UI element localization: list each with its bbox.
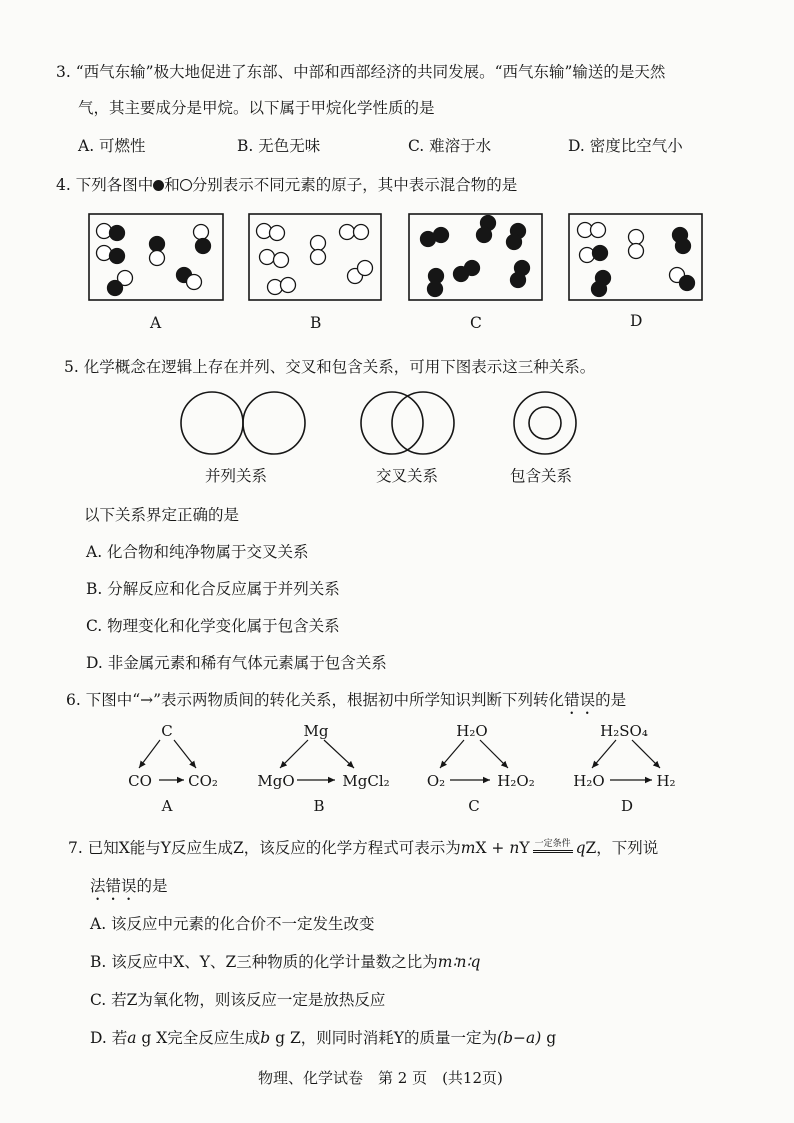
q7-option-d-expr: (b−a) [497, 1029, 542, 1047]
q5-label-parallel: 并列关系 [205, 467, 268, 485]
q7-option-b-text: B. 该反应中X、Y、Z三种物质的化学计量数之比为 [90, 953, 438, 971]
q6-a-label: A [161, 797, 173, 815]
q6-diagram-b [257, 722, 389, 815]
q6-diagram-a [128, 722, 218, 815]
q6-b-left: MgO [257, 772, 295, 790]
q7-stem-pre: 7. 已知X能与Y反应生成Z，该反应的化学方程式可表示为 [68, 839, 461, 857]
q6-a-top: C [161, 722, 173, 740]
q7-option-d-pre: D. 若 [90, 1029, 128, 1047]
q5-stem: 5. 化学概念在逻辑上存在并列、交叉和包含关系，可用下图表示这三种关系。 [64, 358, 596, 376]
q3-option-d: D. 密度比空气小 [568, 137, 683, 155]
q6-c-top: H₂O [456, 722, 488, 740]
q7-eq-y: Y [519, 839, 530, 857]
q3-stem-line2: 气，其主要成分是甲烷。以下属于甲烷化学性质的是 [78, 99, 435, 117]
q7-stem-emphasis: 法错误 [90, 877, 137, 895]
q4-stem-and: 和 [164, 176, 180, 194]
q4-box-c [409, 214, 542, 300]
q7-option-a: A. 该反应中元素的化合价不一定发生改变 [90, 915, 375, 933]
q6-a-right: CO₂ [188, 772, 218, 790]
q6-a-left: CO [128, 772, 152, 790]
q6-d-label: D [620, 797, 634, 815]
q4-stem-pre: 4. 下列各图中 [56, 176, 154, 194]
q6-stem [66, 688, 626, 718]
q6-c-label: C [468, 797, 480, 815]
q6-d-left: H₂O [573, 772, 605, 790]
q7-option-d-a: a [127, 1029, 137, 1047]
q5-label-intersect: 交叉关系 [376, 467, 439, 485]
q5-label-contain: 包含关系 [510, 467, 573, 485]
q7-option-c: C. 若Z为氧化物，则该反应一定是放热反应 [90, 991, 386, 1009]
q7-option-b-ratio: m∶n∶q [437, 953, 481, 971]
q4-label-c: C [470, 314, 482, 332]
q7-eq-n: n [509, 839, 520, 857]
q7-eq-q: q [575, 839, 586, 857]
q6-c-left: O₂ [426, 772, 446, 790]
q4-label-b: B [310, 314, 322, 332]
white-atom-icon [180, 179, 192, 191]
q3-option-b: B. 无色无味 [237, 137, 321, 155]
q6-b-label: B [313, 797, 325, 815]
q4-box-a [89, 214, 223, 300]
q3-option-c: C. 难溶于水 [408, 137, 492, 155]
q6-d-right: H₂ [656, 772, 676, 790]
contain-relation-diagram [514, 392, 576, 454]
q6-d-top: H₂SO₄ [600, 722, 648, 740]
q5-substem: 以下关系界定正确的是 [84, 506, 240, 524]
q6-b-right: MgCl₂ [342, 772, 390, 790]
q7-option-d-unit: g [541, 1029, 557, 1047]
intersect-relation-diagram [361, 392, 454, 454]
q7-eq-condition: 一定条件 [533, 839, 573, 853]
q7-eq-x: X + [475, 839, 510, 857]
q6-stem-emphasis: 错误 [564, 691, 596, 709]
q7-option-d-mid2: g Z，则同时消耗Y的质量一定为 [270, 1029, 498, 1047]
q7-stem-post: 的是 [136, 877, 168, 895]
q3-stem-line1: 3. “西气东输”极大地促进了东部、中部和西部经济的共同发展。“西气东输”输送的是天然 [56, 63, 666, 81]
q4-stem-post: 分别表示不同元素的原子，其中表示混合物的是 [191, 176, 518, 194]
q6-stem-post: 的是 [595, 691, 627, 709]
q6-c-right: H₂O₂ [497, 772, 535, 790]
q6-stem-pre: 6. 下图中“→”表示两物质间的转化关系，根据初中所学知识判断下列转化 [66, 691, 565, 709]
q5-option-c: C. 物理变化和化学变化属于包含关系 [86, 617, 340, 635]
q5-option-d: D. 非金属元素和稀有气体元素属于包含关系 [86, 654, 387, 672]
q7-option-d-mid1: g X完全反应生成 [136, 1029, 261, 1047]
q4-label-d: D [630, 312, 643, 330]
q7-option-d [90, 1026, 556, 1048]
page-footer: 物理、化学试卷 第 2 页 (共12页) [258, 1069, 503, 1087]
q4-label-a: A [150, 314, 162, 332]
q5-option-b: B. 分解反应和化合反应属于并列关系 [86, 580, 340, 598]
q6-b-top: Mg [303, 722, 329, 740]
q4-box-b [249, 214, 381, 300]
q6-diagram-d [573, 722, 675, 815]
parallel-relation-diagram [181, 392, 305, 454]
q7-option-b [90, 950, 480, 972]
black-atom-icon [153, 180, 164, 191]
q7-stem-line2 [90, 874, 168, 904]
q5-option-a: A. 化合物和纯净物属于交叉关系 [86, 543, 309, 561]
q4-box-d [569, 214, 702, 300]
q4-stem [56, 173, 517, 195]
q6-diagram-c [427, 722, 535, 815]
q7-eq-m: m [460, 839, 476, 857]
q7-eq-z: Z，下列说 [585, 839, 659, 857]
q7-stem-line1 [68, 836, 658, 860]
q3-option-a: A. 可燃性 [78, 137, 146, 155]
q7-option-d-b: b [260, 1029, 271, 1047]
